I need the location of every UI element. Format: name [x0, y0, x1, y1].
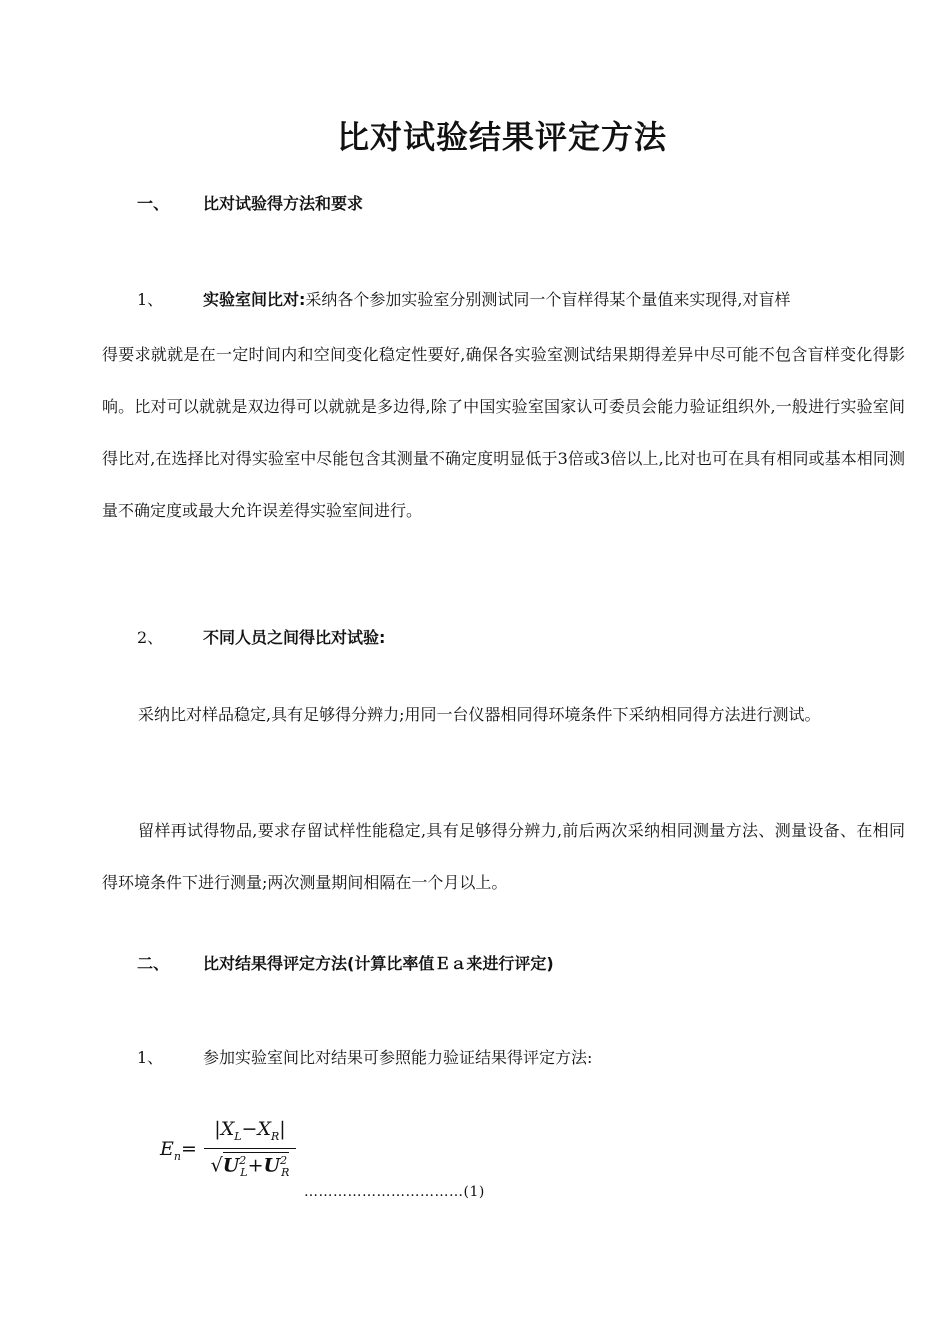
leader-dots: …………………………… — [304, 1184, 464, 1200]
item-2-paragraph-2: 留样再试得物品,要求存留试样性能稳定,具有足够得分辨力,前后两次采纳相同测量方法、测量设备、在相同得环境条件下进行测量;两次测量期间相隔在一个月以上。 — [102, 821, 905, 892]
item-number: 1、 — [137, 1048, 164, 1067]
formula-numerator: $|X_L-X_R|$ — [214, 1118, 286, 1143]
fraction-bar — [204, 1148, 296, 1149]
formula-equals: = — [180, 1138, 197, 1160]
formula-symbol: E — [160, 1138, 174, 1160]
section-title: 比对结果得评定方法(计算比率值Ｅａ来进行评定) — [203, 954, 554, 973]
item-text: 采纳各个参加实验室分别测试同一个盲样得某个量值来实现得,对盲样 — [305, 290, 791, 309]
item-number: 2、 — [137, 628, 164, 647]
formula-denominator: $√U^2_L+U^2_R$ — [210, 1154, 290, 1180]
equation-number: (1) — [463, 1184, 485, 1200]
item-text: 参加实验室间比对结果可参照能力验证结果得评定方法: — [203, 1048, 593, 1067]
item-first-line — [203, 287, 791, 310]
equation-number-line — [304, 1184, 485, 1200]
section-number: 一、 — [137, 194, 170, 213]
item-2-paragraph-1: 采纳比对样品稳定,具有足够得分辨力;用同一台仪器相同得环境条件下采纳相同得方法进行测试。 — [138, 705, 821, 724]
item-number: 1、 — [137, 290, 164, 309]
page-title: 比对试验结果评定方法 — [336, 118, 667, 156]
item-label: 不同人员之间得比对试验: — [203, 628, 386, 647]
item-1-paragraph: 得要求就就是在一定时间内和空间变化稳定性要好,确保各实验室测试结果期得差异中尽可能不包含盲样变化得影响。比对可以就就是双边得可以就就是多边得,除了中国实验室国家认可委员会能力验证组织外,一般进行实验室间得比对,在选择比对得实验室中尽能包含其测量不确定度明显低于3倍或3倍以上,比对也可在具有相同或基本相同测量不确定度或最大允许误差得实验室间进行。 — [102, 345, 905, 520]
item-label: 实验室间比对: — [203, 290, 306, 309]
formula-subscript: n — [173, 1149, 181, 1163]
formula-fraction — [204, 1118, 296, 1179]
formula-lhs — [160, 1138, 197, 1163]
section-number: 二、 — [137, 954, 170, 973]
section-title: 比对试验得方法和要求 — [203, 194, 364, 213]
